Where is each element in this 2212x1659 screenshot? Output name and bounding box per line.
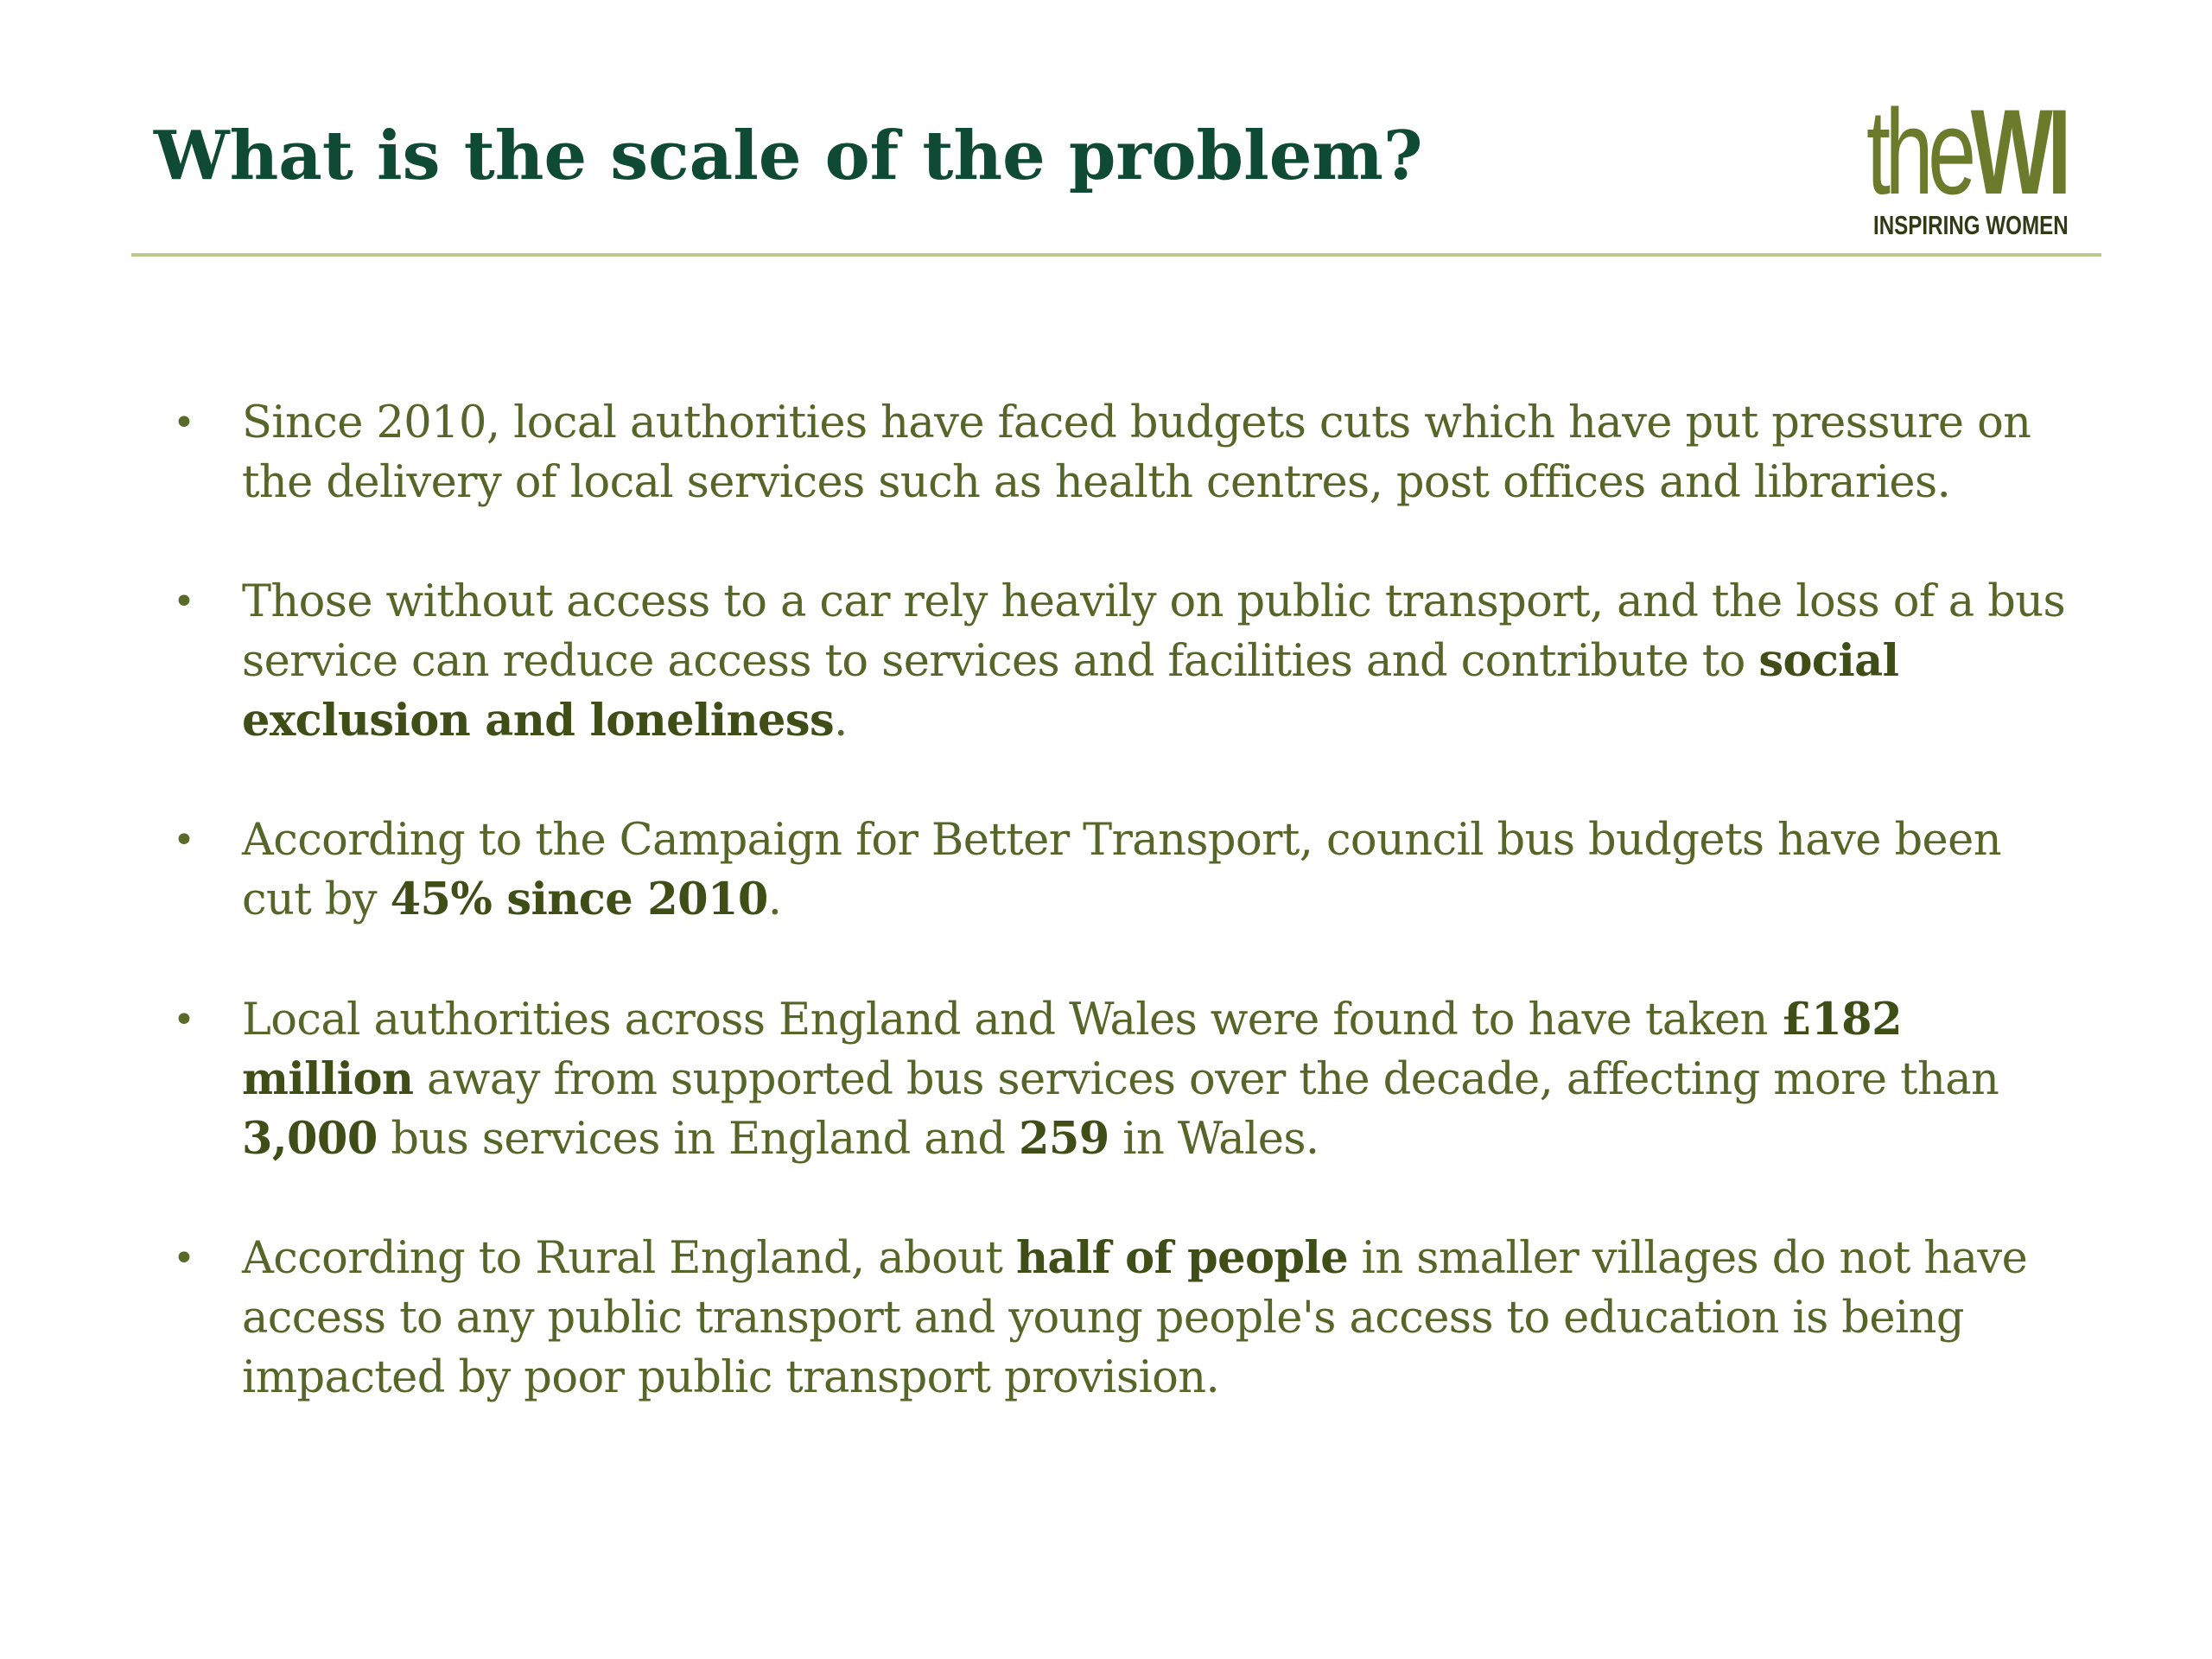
- bullet-line: [242, 1288, 2091, 1348]
- logo-tagline: INSPIRING WOMEN: [1873, 210, 2069, 240]
- bullet-marker: •: [173, 998, 195, 1042]
- body-text: access to any public transport and young people's access to education is being: [242, 1293, 1964, 1344]
- bullet-line: [242, 393, 2091, 453]
- body-text: service can reduce access to services and facilities and contribute to: [242, 636, 1759, 687]
- logo-wi-text: WI: [1970, 84, 2066, 219]
- emphasis-text: 259: [1019, 1113, 1109, 1165]
- emphasis-text: half of people: [1015, 1232, 1349, 1284]
- body-text: .: [834, 696, 848, 747]
- bullet-line: [242, 1348, 2091, 1408]
- bullet-marker: •: [173, 1236, 195, 1281]
- body-text: cut by: [242, 874, 391, 925]
- bullet-marker: •: [173, 818, 195, 862]
- bullet-line: [242, 870, 2091, 930]
- bullet-text: [242, 810, 2091, 930]
- emphasis-text: 3,000: [242, 1113, 378, 1165]
- emphasis-text: 45% since 2010: [390, 874, 768, 925]
- bullet-line: [242, 990, 2091, 1050]
- bullet-text: [242, 1229, 2091, 1408]
- bullet-line: [242, 810, 2091, 870]
- bullet-line: [242, 632, 2091, 691]
- bullet-marker: •: [173, 401, 195, 445]
- body-text: According to the Campaign for Better Transport, council bus budgets have been: [242, 815, 2001, 866]
- bullet-marker: •: [173, 580, 195, 624]
- emphasis-text: million: [242, 1053, 414, 1105]
- body-text: the delivery of local services such as health centres, post offices and libraries.: [242, 457, 1951, 508]
- body-text: in Wales.: [1109, 1114, 1319, 1165]
- body-text: .: [767, 874, 782, 925]
- bullet-line: [242, 1229, 2091, 1288]
- emphasis-text: exclusion and loneliness: [242, 695, 835, 747]
- slide-title: What is the scale of the problem?: [154, 117, 1423, 195]
- body-text: away from supported bus services over the decade, affecting more than: [413, 1054, 1999, 1105]
- bullet-text: [242, 990, 2091, 1169]
- bullet-line: [242, 1050, 2091, 1109]
- body-text: in smaller villages do not have: [1348, 1233, 2028, 1284]
- bullet-line: [242, 572, 2091, 632]
- bullet-text: [242, 393, 2091, 512]
- body-text: Since 2010, local authorities have faced budgets cuts which have put pressure on: [242, 397, 2031, 448]
- bullet-line: [242, 691, 2091, 751]
- body-text: bus services in England and: [377, 1114, 1019, 1165]
- logo-the-text: the: [1866, 84, 1971, 219]
- body-text: Local authorities across England and Wales were found to have taken: [242, 995, 1782, 1046]
- bullet-text: [242, 572, 2091, 751]
- body-text: Those without access to a car rely heavily on public transport, and the loss of a bus: [242, 576, 2066, 627]
- body-text: impacted by poor public transport provision.: [242, 1352, 1220, 1403]
- bullet-line: [242, 453, 2091, 512]
- emphasis-text: social: [1758, 635, 1899, 687]
- bullet-line: [242, 1109, 2091, 1169]
- body-text: According to Rural England, about: [242, 1233, 1016, 1284]
- emphasis-text: £182: [1781, 994, 1902, 1046]
